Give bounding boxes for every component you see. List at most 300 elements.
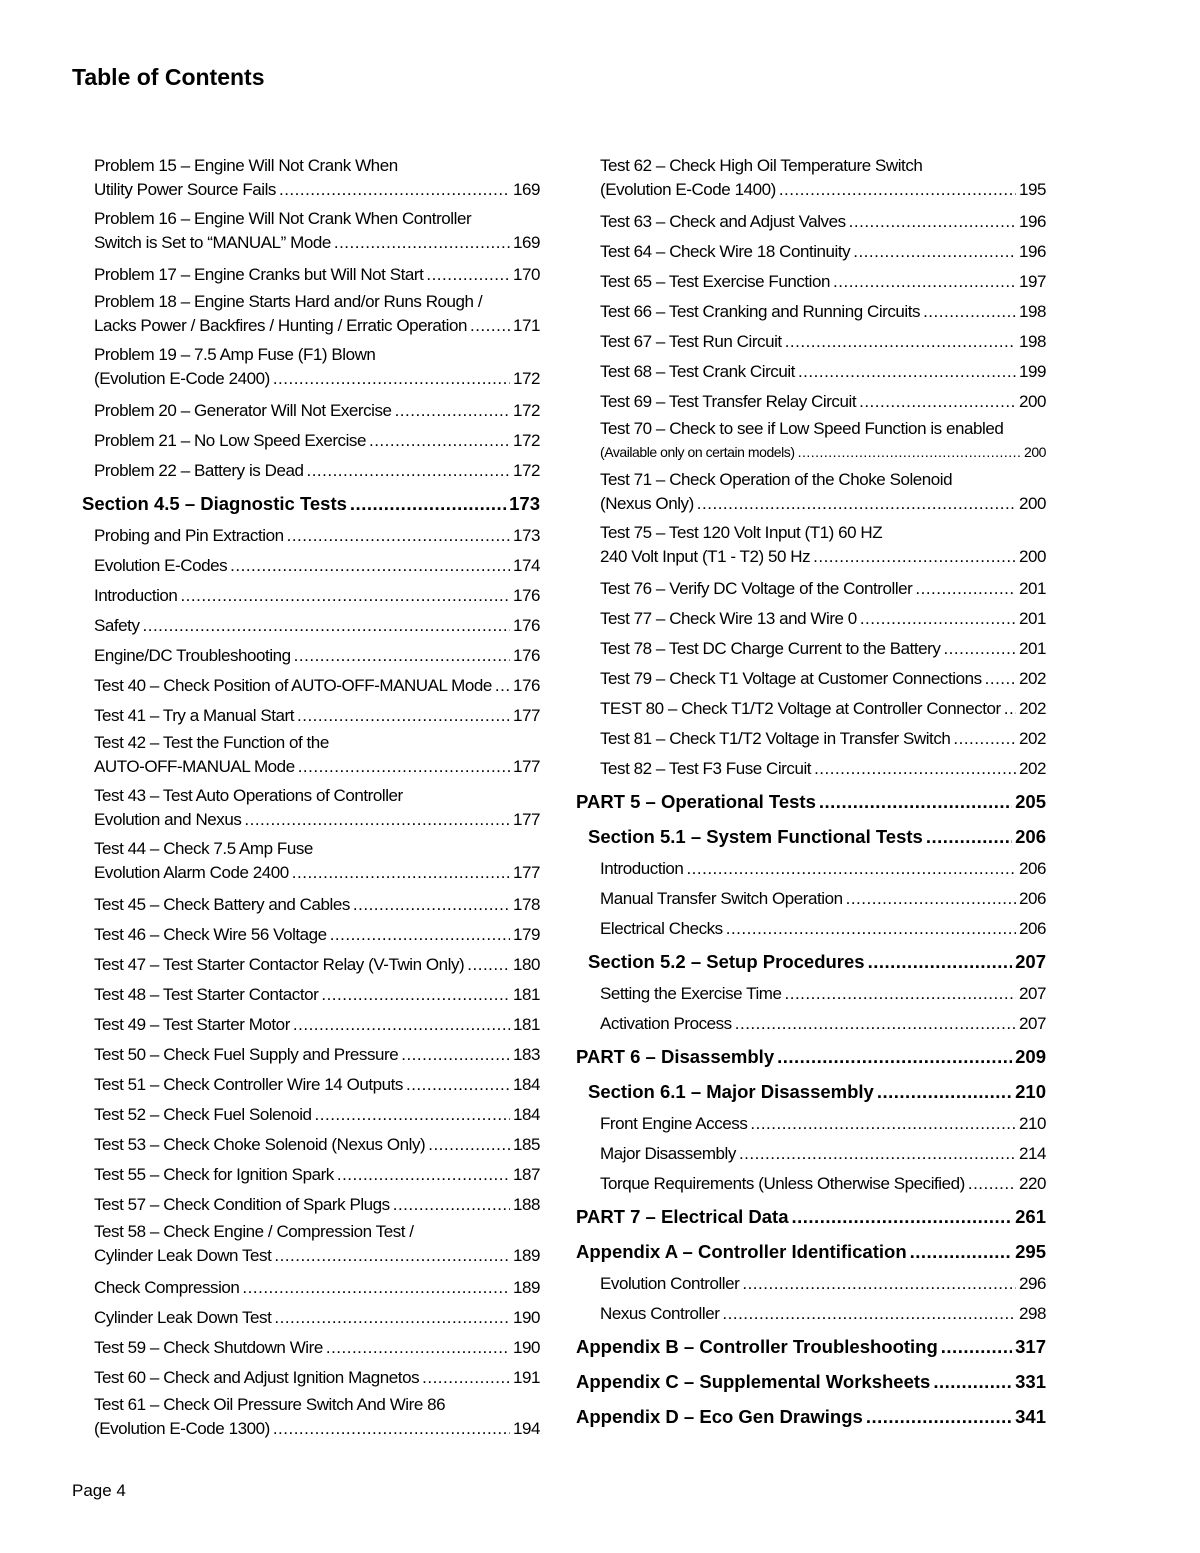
dot-leader bbox=[846, 887, 1016, 911]
toc-page-number: 201 bbox=[1018, 579, 1046, 598]
toc-page-number: 188 bbox=[512, 1195, 540, 1214]
toc-subsection-entry[interactable] bbox=[82, 207, 540, 260]
dot-leader bbox=[819, 789, 1012, 815]
toc-page-number: 172 bbox=[512, 369, 540, 388]
toc-page-number: 295 bbox=[1015, 1241, 1046, 1262]
toc-left-column bbox=[82, 154, 540, 1446]
toc-subsection-entry[interactable] bbox=[576, 854, 1046, 884]
toc-page-number: 184 bbox=[512, 1075, 540, 1094]
dot-leader bbox=[833, 270, 1016, 294]
toc-entry-title: Test 60 – Check and Adjust Ignition Magnetos bbox=[94, 1368, 420, 1387]
dot-leader bbox=[785, 982, 1016, 1006]
toc-entry-title: AUTO-OFF-MANUAL Mode bbox=[94, 757, 295, 776]
toc-entry-title: Appendix A – Controller Identification bbox=[576, 1241, 907, 1262]
toc-entry-title: Test 68 – Test Crank Circuit bbox=[600, 362, 795, 381]
toc-page-number: 199 bbox=[1018, 362, 1046, 381]
toc-page-number: 201 bbox=[1018, 639, 1046, 658]
toc-entry-title: Test 43 – Test Auto Operations of Controller bbox=[94, 786, 403, 805]
toc-subsection-entry[interactable] bbox=[576, 1009, 1046, 1039]
toc-page-number: 202 bbox=[1018, 699, 1046, 718]
toc-subsection-entry[interactable] bbox=[576, 521, 1046, 574]
dot-leader bbox=[180, 584, 510, 608]
dot-leader bbox=[735, 1012, 1016, 1036]
toc-page-number: 207 bbox=[1018, 1014, 1046, 1033]
toc-entry-title: Appendix B – Controller Troubleshooting bbox=[576, 1336, 938, 1357]
dot-leader bbox=[274, 1244, 510, 1268]
toc-page-number: 177 bbox=[512, 863, 540, 882]
toc-entry-title: (Available only on certain models) bbox=[600, 444, 795, 460]
toc-page-number: 317 bbox=[1015, 1336, 1046, 1357]
toc-entry-title: TEST 80 – Check T1/T2 Voltage at Controller Connector bbox=[600, 699, 1001, 718]
dot-leader bbox=[726, 917, 1016, 941]
toc-entry-title: Major Disassembly bbox=[600, 1144, 736, 1163]
toc-page-number: 200 bbox=[1018, 392, 1046, 411]
toc-subsection-entry[interactable] bbox=[576, 604, 1046, 634]
toc-subsection-entry[interactable] bbox=[82, 1393, 540, 1446]
dot-leader bbox=[866, 1404, 1012, 1430]
dot-leader bbox=[750, 1112, 1016, 1136]
dot-leader bbox=[849, 210, 1016, 234]
dot-leader bbox=[294, 644, 510, 668]
toc-entry-title: Test 52 – Check Fuel Solenoid bbox=[94, 1105, 312, 1124]
dot-leader bbox=[853, 240, 1016, 264]
toc-subsection-entry[interactable] bbox=[82, 260, 540, 290]
toc-page-number: 169 bbox=[512, 180, 540, 199]
toc-entry-title: Problem 18 – Engine Starts Hard and/or Runs Rough / bbox=[94, 292, 483, 311]
toc-entry-title: Test 48 – Test Starter Contactor bbox=[94, 985, 319, 1004]
toc-page-number: 181 bbox=[512, 985, 540, 1004]
toc-entry-title: Test 64 – Check Wire 18 Continuity bbox=[600, 242, 851, 261]
toc-subsection-entry[interactable] bbox=[576, 417, 1046, 468]
toc-subsection-entry[interactable] bbox=[82, 396, 540, 426]
toc-page-number: 176 bbox=[512, 676, 540, 695]
toc-subsection-entry[interactable] bbox=[82, 1273, 540, 1303]
dot-leader bbox=[1004, 697, 1016, 721]
toc-subsection-entry[interactable] bbox=[82, 980, 540, 1010]
toc-entry-title: Test 71 – Check Operation of the Choke Solenoid bbox=[600, 470, 953, 489]
toc-page-number: 183 bbox=[512, 1045, 540, 1064]
toc-entry-title: Manual Transfer Switch Operation bbox=[600, 889, 843, 908]
toc-entry-title: Test 46 – Check Wire 56 Voltage bbox=[94, 925, 327, 944]
toc-subsection-entry[interactable] bbox=[576, 664, 1046, 694]
toc-subsection-entry[interactable] bbox=[82, 1070, 540, 1100]
dot-leader bbox=[953, 727, 1016, 751]
toc-entry-title: Test 75 – Test 120 Volt Input (T1) 60 HZ bbox=[600, 523, 883, 542]
dot-leader bbox=[968, 1172, 1016, 1196]
toc-subsection-entry[interactable] bbox=[576, 1169, 1046, 1199]
toc-page-number: 201 bbox=[1018, 609, 1046, 628]
toc-page-number: 210 bbox=[1015, 1081, 1046, 1102]
toc-entry-title: (Nexus Only) bbox=[600, 494, 694, 513]
dot-leader bbox=[792, 1204, 1013, 1230]
dot-leader bbox=[406, 1073, 510, 1097]
toc-entry-title: Problem 16 – Engine Will Not Crank When Controller bbox=[94, 209, 472, 228]
toc-entry-title: Test 49 – Test Starter Motor bbox=[94, 1015, 290, 1034]
toc-page-number: 196 bbox=[1018, 212, 1046, 231]
dot-leader bbox=[426, 263, 510, 287]
dot-leader bbox=[337, 1163, 510, 1187]
toc-subsection-entry[interactable] bbox=[82, 837, 540, 890]
toc-page-number: 177 bbox=[512, 757, 540, 776]
toc-page-number: 220 bbox=[1018, 1174, 1046, 1193]
toc-entry-title: Problem 15 – Engine Will Not Crank When bbox=[94, 156, 398, 175]
dot-leader bbox=[321, 983, 510, 1007]
toc-entry-title: Safety bbox=[94, 616, 140, 635]
toc-entry-title: Probing and Pin Extraction bbox=[94, 526, 284, 545]
toc-subsection-entry[interactable] bbox=[82, 1363, 540, 1393]
toc-entry-title: Evolution and Nexus bbox=[94, 810, 242, 829]
toc-part-entry[interactable] bbox=[576, 1234, 1046, 1269]
toc-entry-title: Test 53 – Check Choke Solenoid (Nexus Only) bbox=[94, 1135, 426, 1154]
dot-leader bbox=[334, 231, 510, 255]
toc-subsection-entry[interactable] bbox=[576, 914, 1046, 944]
dot-leader bbox=[244, 808, 510, 832]
toc-entry-title: Test 59 – Check Shutdown Wire bbox=[94, 1338, 323, 1357]
toc-page-number: 171 bbox=[512, 316, 540, 335]
toc-subsection-entry[interactable] bbox=[576, 154, 1046, 207]
toc-entry-title: Test 78 – Test DC Charge Current to the Battery bbox=[600, 639, 941, 658]
toc-page-number: 261 bbox=[1015, 1206, 1046, 1227]
toc-entry-title: Evolution Controller bbox=[600, 1274, 740, 1293]
toc-section-entry[interactable] bbox=[576, 944, 1046, 979]
toc-entry-title: Section 6.1 – Major Disassembly bbox=[588, 1081, 874, 1102]
dot-leader bbox=[298, 755, 510, 779]
toc-page-number: 187 bbox=[512, 1165, 540, 1184]
dot-leader bbox=[470, 314, 510, 338]
toc-entry-title: Problem 17 – Engine Cranks but Will Not Start bbox=[94, 265, 424, 284]
toc-page-number: 196 bbox=[1018, 242, 1046, 261]
dot-leader bbox=[315, 1103, 510, 1127]
toc-subsection-entry[interactable] bbox=[82, 1100, 540, 1130]
toc-page-number: 172 bbox=[512, 401, 540, 420]
toc-part-entry[interactable] bbox=[576, 1199, 1046, 1234]
toc-subsection-entry[interactable] bbox=[576, 574, 1046, 604]
dot-leader bbox=[395, 399, 510, 423]
toc-entry-title: Test 58 – Check Engine / Compression Test / bbox=[94, 1222, 414, 1241]
toc-entry-title: Test 65 – Test Exercise Function bbox=[600, 272, 831, 291]
page-title: Table of Contents bbox=[72, 64, 265, 90]
toc-entry-title: Test 41 – Try a Manual Start bbox=[94, 706, 294, 725]
dot-leader bbox=[779, 178, 1016, 202]
toc-subsection-entry[interactable] bbox=[576, 237, 1046, 267]
toc-entry-title: Nexus Controller bbox=[600, 1304, 720, 1323]
toc-entry-title: Evolution Alarm Code 2400 bbox=[94, 863, 289, 882]
toc-page-number: 205 bbox=[1015, 791, 1046, 812]
page-number: Page 4 bbox=[72, 1481, 126, 1500]
toc-entry-title: Test 81 – Check T1/T2 Voltage in Transfer Switch bbox=[600, 729, 951, 748]
toc-subsection-entry[interactable] bbox=[82, 701, 540, 731]
dot-leader bbox=[785, 330, 1016, 354]
toc-subsection-entry[interactable] bbox=[82, 343, 540, 396]
toc-entry-title: (Evolution E-Code 1300) bbox=[94, 1419, 270, 1438]
toc-page-number: 176 bbox=[512, 586, 540, 605]
toc-entry-title: Problem 22 – Battery is Dead bbox=[94, 461, 304, 480]
toc-subsection-entry[interactable] bbox=[82, 551, 540, 581]
dot-leader bbox=[279, 178, 510, 202]
toc-page-number: 184 bbox=[512, 1105, 540, 1124]
dot-leader bbox=[467, 953, 510, 977]
toc-part-entry[interactable] bbox=[576, 1039, 1046, 1074]
dot-leader bbox=[777, 1044, 1012, 1070]
toc-entry-title: Test 67 – Test Run Circuit bbox=[600, 332, 782, 351]
toc-subsection-entry[interactable] bbox=[82, 950, 540, 980]
toc-entry-title: Test 50 – Check Fuel Supply and Pressure bbox=[94, 1045, 399, 1064]
toc-part-entry[interactable] bbox=[576, 784, 1046, 819]
dot-leader bbox=[933, 1369, 1012, 1395]
toc-entry-title: Test 42 – Test the Function of the bbox=[94, 733, 329, 752]
dot-leader bbox=[923, 300, 1016, 324]
toc-part-entry[interactable] bbox=[576, 1329, 1046, 1364]
toc-page-number: 206 bbox=[1018, 859, 1046, 878]
dot-leader bbox=[915, 577, 1016, 601]
toc-page-number: 198 bbox=[1018, 332, 1046, 351]
toc-page-number: 202 bbox=[1018, 669, 1046, 688]
toc-page-number: 298 bbox=[1018, 1304, 1046, 1323]
toc-subsection-entry[interactable] bbox=[82, 1303, 540, 1333]
toc-entry-title: Activation Process bbox=[600, 1014, 732, 1033]
toc-page-number: 185 bbox=[512, 1135, 540, 1154]
toc-page-number: 189 bbox=[512, 1246, 540, 1265]
toc-subsection-entry[interactable] bbox=[82, 1190, 540, 1220]
toc-page-number: 191 bbox=[512, 1368, 540, 1387]
toc-entry-title: Electrical Checks bbox=[600, 919, 723, 938]
toc-subsection-entry[interactable] bbox=[576, 468, 1046, 521]
toc-entry-title: Check Compression bbox=[94, 1278, 240, 1297]
toc-entry-title: Test 44 – Check 7.5 Amp Fuse bbox=[94, 839, 313, 858]
toc-page-number: 214 bbox=[1018, 1144, 1046, 1163]
toc-entry-title: Evolution E-Codes bbox=[94, 556, 228, 575]
toc-page-number: 206 bbox=[1015, 826, 1046, 847]
toc-entry-title: Test 76 – Verify DC Voltage of the Controller bbox=[600, 579, 913, 598]
toc-page-number: 198 bbox=[1018, 302, 1046, 321]
toc-subsection-entry[interactable] bbox=[82, 1333, 540, 1363]
toc-page-number: 210 bbox=[1018, 1114, 1046, 1133]
dot-leader bbox=[428, 1133, 510, 1157]
dot-leader bbox=[739, 1142, 1016, 1166]
dot-leader bbox=[798, 360, 1016, 384]
toc-entry-title: Section 5.2 – Setup Procedures bbox=[588, 951, 865, 972]
toc-subsection-entry[interactable] bbox=[82, 731, 540, 784]
toc-page-number: 341 bbox=[1015, 1406, 1046, 1427]
toc-entry-title: PART 7 – Electrical Data bbox=[576, 1206, 789, 1227]
dot-leader bbox=[722, 1302, 1016, 1326]
dot-leader bbox=[813, 545, 1016, 569]
toc-subsection-entry[interactable] bbox=[576, 207, 1046, 237]
toc-page-number: 202 bbox=[1018, 759, 1046, 778]
toc-section-entry[interactable] bbox=[576, 819, 1046, 854]
toc-right-column bbox=[576, 154, 1046, 1434]
toc-entry-title: Test 77 – Check Wire 13 and Wire 0 bbox=[600, 609, 857, 628]
toc-entry-title: Test 69 – Test Transfer Relay Circuit bbox=[600, 392, 857, 411]
toc-page-number: 170 bbox=[512, 265, 540, 284]
toc-subsection-entry[interactable] bbox=[82, 426, 540, 456]
toc-entry-title: Introduction bbox=[94, 586, 178, 605]
toc-subsection-entry[interactable] bbox=[576, 979, 1046, 1009]
toc-page-number: 173 bbox=[512, 526, 540, 545]
toc-subsection-entry[interactable] bbox=[576, 1299, 1046, 1329]
toc-subsection-entry[interactable] bbox=[576, 357, 1046, 387]
toc-entry-title: Test 57 – Check Condition of Spark Plugs bbox=[94, 1195, 390, 1214]
toc-entry-title: Test 55 – Check for Ignition Spark bbox=[94, 1165, 334, 1184]
toc-entry-title: Cylinder Leak Down Test bbox=[94, 1246, 272, 1265]
toc-entry-title: Problem 20 – Generator Will Not Exercise bbox=[94, 401, 392, 420]
toc-page-number: 174 bbox=[512, 556, 540, 575]
toc-section-entry[interactable] bbox=[576, 1074, 1046, 1109]
dot-leader bbox=[814, 757, 1016, 781]
toc-subsection-entry[interactable] bbox=[82, 784, 540, 837]
toc-subsection-entry[interactable] bbox=[82, 1220, 540, 1273]
toc-entry-title: Appendix D – Eco Gen Drawings bbox=[576, 1406, 863, 1427]
toc-subsection-entry[interactable] bbox=[82, 581, 540, 611]
toc-subsection-entry[interactable] bbox=[82, 920, 540, 950]
toc-page-number: 200 bbox=[1023, 444, 1046, 460]
toc-subsection-entry[interactable] bbox=[82, 890, 540, 920]
toc-subsection-entry[interactable] bbox=[576, 694, 1046, 724]
dot-leader bbox=[495, 674, 510, 698]
toc-section-entry[interactable] bbox=[82, 486, 540, 521]
toc-subsection-entry[interactable] bbox=[576, 1109, 1046, 1139]
toc-entry-title: Problem 19 – 7.5 Amp Fuse (F1) Blown bbox=[94, 345, 376, 364]
toc-page-number: 176 bbox=[512, 646, 540, 665]
toc-page-number: 177 bbox=[512, 810, 540, 829]
dot-leader bbox=[393, 1193, 510, 1217]
toc-entry-title: Test 82 – Test F3 Fuse Circuit bbox=[600, 759, 812, 778]
toc-entry-title: Switch is Set to “MANUAL” Mode bbox=[94, 233, 331, 252]
toc-page-number: 296 bbox=[1018, 1274, 1046, 1293]
toc-page-number: 194 bbox=[512, 1419, 540, 1438]
toc-subsection-entry[interactable] bbox=[576, 267, 1046, 297]
toc-subsection-entry[interactable] bbox=[576, 1269, 1046, 1299]
toc-page-number: 189 bbox=[512, 1278, 540, 1297]
toc-entry-title: Appendix C – Supplemental Worksheets bbox=[576, 1371, 931, 1392]
toc-page-number: 207 bbox=[1015, 951, 1046, 972]
toc-entry-title: PART 6 – Disassembly bbox=[576, 1046, 775, 1067]
toc-page-number: 181 bbox=[512, 1015, 540, 1034]
dot-leader bbox=[910, 1239, 1013, 1265]
toc-entry-title: Test 45 – Check Battery and Cables bbox=[94, 895, 350, 914]
toc-subsection-entry[interactable] bbox=[576, 724, 1046, 754]
toc-entry-title: Lacks Power / Backfires / Hunting / Erratic Operation bbox=[94, 316, 467, 335]
toc-entry-title: Test 61 – Check Oil Pressure Switch And Wire 86 bbox=[94, 1395, 446, 1414]
toc-entry-title: Utility Power Source Fails bbox=[94, 180, 276, 199]
toc-page-number: 172 bbox=[512, 461, 540, 480]
toc-page-number: 178 bbox=[512, 895, 540, 914]
toc-page-number: 206 bbox=[1018, 889, 1046, 908]
toc-subsection-entry[interactable] bbox=[82, 1010, 540, 1040]
toc-subsection-entry[interactable] bbox=[576, 634, 1046, 664]
toc-subsection-entry[interactable] bbox=[576, 1139, 1046, 1169]
dot-leader bbox=[697, 492, 1016, 516]
toc-entry-title: Problem 21 – No Low Speed Exercise bbox=[94, 431, 366, 450]
dot-leader bbox=[868, 949, 1013, 975]
dot-leader bbox=[353, 893, 510, 917]
toc-subsection-entry[interactable] bbox=[82, 671, 540, 701]
toc-subsection-entry[interactable] bbox=[82, 521, 540, 551]
toc-page-number: 200 bbox=[1018, 547, 1046, 566]
toc-entry-title: Torque Requirements (Unless Otherwise Specified) bbox=[600, 1174, 965, 1193]
toc-entry-title: Setting the Exercise Time bbox=[600, 984, 782, 1003]
toc-entry-title: Front Engine Access bbox=[600, 1114, 748, 1133]
dot-leader bbox=[401, 1043, 510, 1067]
toc-page-number: 190 bbox=[512, 1338, 540, 1357]
dot-leader bbox=[742, 1272, 1016, 1296]
toc-entry-title: Section 4.5 – Diagnostic Tests bbox=[82, 493, 347, 514]
dot-leader bbox=[292, 861, 510, 885]
dot-leader bbox=[230, 554, 510, 578]
dot-leader bbox=[306, 459, 510, 483]
toc-entry-title: Test 47 – Test Starter Contactor Relay (V-Twin Only) bbox=[94, 955, 465, 974]
dot-leader bbox=[860, 607, 1016, 631]
toc-page-number: 190 bbox=[512, 1308, 540, 1327]
dot-leader bbox=[273, 367, 510, 391]
toc-page-number: 180 bbox=[512, 955, 540, 974]
dot-leader bbox=[143, 614, 510, 638]
toc-subsection-entry[interactable] bbox=[82, 154, 540, 207]
toc-subsection-entry[interactable] bbox=[576, 884, 1046, 914]
toc-subsection-entry[interactable] bbox=[82, 1040, 540, 1070]
toc-page-number: 176 bbox=[512, 616, 540, 635]
dot-leader bbox=[877, 1079, 1012, 1105]
dot-leader bbox=[297, 704, 510, 728]
toc-entry-title: Cylinder Leak Down Test bbox=[94, 1308, 272, 1327]
toc-entry-title: Test 70 – Check to see if Low Speed Function is enabled bbox=[600, 419, 1004, 438]
toc-part-entry[interactable] bbox=[576, 1364, 1046, 1399]
toc-subsection-entry[interactable] bbox=[82, 1130, 540, 1160]
toc-page-number: 197 bbox=[1018, 272, 1046, 291]
toc-entry-title: Test 63 – Check and Adjust Valves bbox=[600, 212, 846, 231]
dot-leader bbox=[350, 491, 506, 517]
dot-leader bbox=[330, 923, 510, 947]
toc-entry-title: Test 62 – Check High Oil Temperature Switch bbox=[600, 156, 923, 175]
toc-subsection-entry[interactable] bbox=[82, 641, 540, 671]
toc-subsection-entry[interactable] bbox=[576, 297, 1046, 327]
toc-entry-title: Test 66 – Test Cranking and Running Circuits bbox=[600, 302, 921, 321]
toc-page-number: 195 bbox=[1018, 180, 1046, 199]
dot-leader bbox=[369, 429, 510, 453]
dot-leader bbox=[798, 441, 1021, 463]
toc-part-entry[interactable] bbox=[576, 1399, 1046, 1434]
dot-leader bbox=[274, 1306, 510, 1330]
dot-leader bbox=[422, 1366, 510, 1390]
dot-leader bbox=[287, 524, 510, 548]
toc-page-number: 172 bbox=[512, 431, 540, 450]
dot-leader bbox=[273, 1417, 510, 1441]
toc-page-number: 173 bbox=[509, 493, 540, 514]
toc-entry-title: Introduction bbox=[600, 859, 684, 878]
toc-subsection-entry[interactable] bbox=[576, 754, 1046, 784]
dot-leader bbox=[859, 390, 1016, 414]
toc-entry-title: (Evolution E-Code 2400) bbox=[94, 369, 270, 388]
toc-subsection-entry[interactable] bbox=[82, 290, 540, 343]
dot-leader bbox=[326, 1336, 510, 1360]
toc-page-number: 179 bbox=[512, 925, 540, 944]
dot-leader bbox=[293, 1013, 510, 1037]
toc-subsection-entry[interactable] bbox=[82, 456, 540, 486]
toc-entry-title: Test 40 – Check Position of AUTO-OFF-MANUAL Mode bbox=[94, 676, 492, 695]
dot-leader bbox=[943, 637, 1016, 661]
toc-entry-title: Test 51 – Check Controller Wire 14 Outputs bbox=[94, 1075, 403, 1094]
toc-page-number: 169 bbox=[512, 233, 540, 252]
toc-subsection-entry[interactable] bbox=[82, 1160, 540, 1190]
toc-subsection-entry[interactable] bbox=[576, 327, 1046, 357]
dot-leader bbox=[686, 857, 1016, 881]
toc-page-number: 331 bbox=[1015, 1371, 1046, 1392]
toc-subsection-entry[interactable] bbox=[576, 387, 1046, 417]
toc-entry-title: PART 5 – Operational Tests bbox=[576, 791, 816, 812]
toc-subsection-entry[interactable] bbox=[82, 611, 540, 641]
toc-entry-title: (Evolution E-Code 1400) bbox=[600, 180, 776, 199]
dot-leader bbox=[985, 667, 1016, 691]
